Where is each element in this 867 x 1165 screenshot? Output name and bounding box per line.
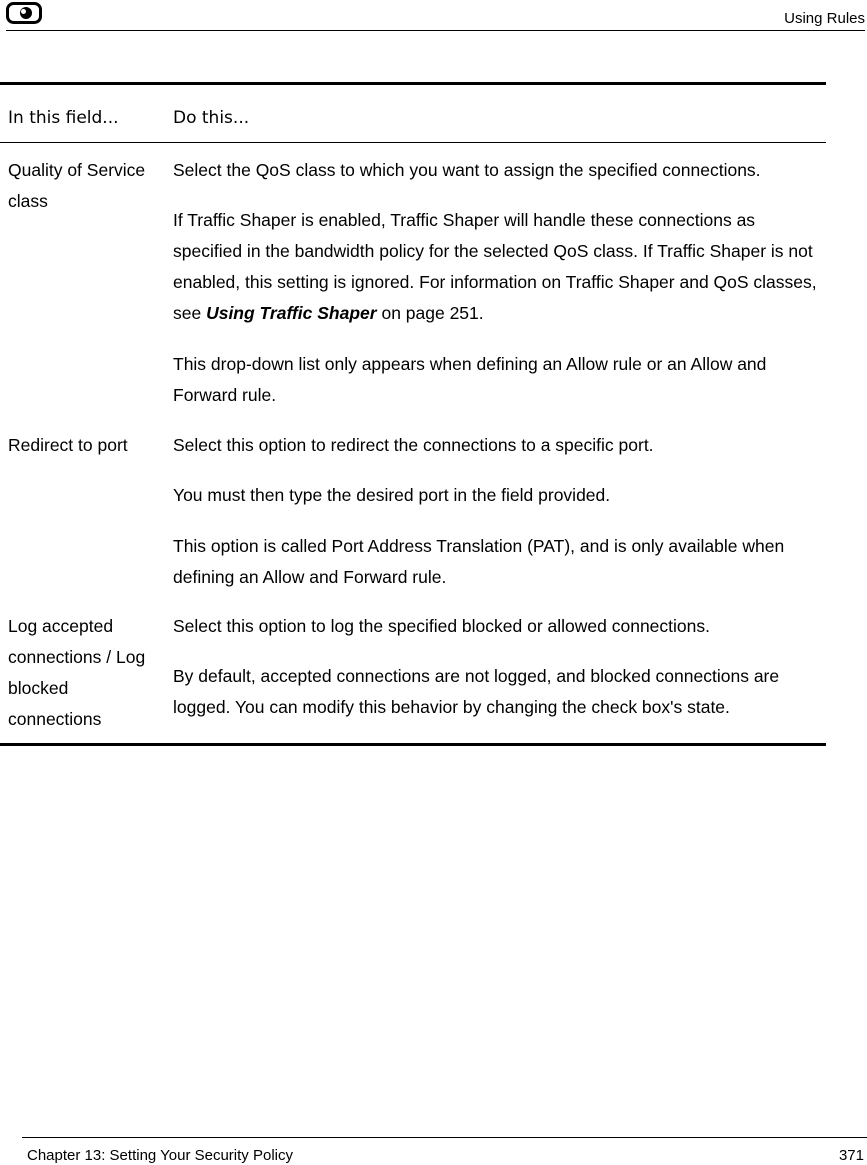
- description-paragraph: You must then type the desired port in the field provided.: [173, 485, 611, 505]
- table-bottom-rule: [0, 743, 826, 746]
- header-rule: [0, 142, 826, 143]
- footer-rule: [22, 1137, 867, 1138]
- description-paragraph: If Traffic Shaper is enabled, Traffic Shaper will handle these connections as specified in the bandwidth policy for the selected QoS class. If Traffic Shaper is not enabled, this setting is ignored. For information on Traffic Shaper and QoS classes, see Using Traffic Shaper on page 251.: [173, 210, 817, 323]
- table-top-rule: [0, 82, 826, 85]
- field-name-qos-class: Quality of Service class: [8, 160, 146, 211]
- field-name-log-connections: Log accepted connections / Log blocked connections: [8, 616, 146, 729]
- description-paragraph: Select the QoS class to which you want to assign the specified connections.: [173, 160, 761, 180]
- description-paragraph: This option is called Port Address Translation (PAT), and is only available when defining an Allow and Forward rule.: [173, 536, 785, 587]
- column-header-action: Do this...: [173, 108, 250, 128]
- column-header-field: In this field...: [8, 108, 119, 128]
- description-paragraph: This drop-down list only appears when defining an Allow rule or an Allow and Forward rule.: [173, 354, 767, 405]
- running-title: Using Rules: [784, 10, 865, 27]
- product-logo-icon: [6, 2, 42, 24]
- footer-page-number: 371: [838, 1147, 864, 1164]
- description-paragraph: By default, accepted connections are not logged, and blocked connections are logged. You can modify this behavior by changing the check box's state.: [173, 666, 780, 717]
- description-paragraph: Select this option to redirect the connections to a specific port.: [173, 435, 654, 455]
- footer-chapter-title: Chapter 13: Setting Your Security Policy: [27, 1147, 293, 1164]
- page-header: [6, 0, 865, 31]
- cross-reference-link[interactable]: Using Traffic Shaper: [206, 303, 377, 323]
- field-name-redirect-to-port: Redirect to port: [8, 435, 128, 455]
- description-paragraph: Select this option to log the specified blocked or allowed connections.: [173, 616, 710, 636]
